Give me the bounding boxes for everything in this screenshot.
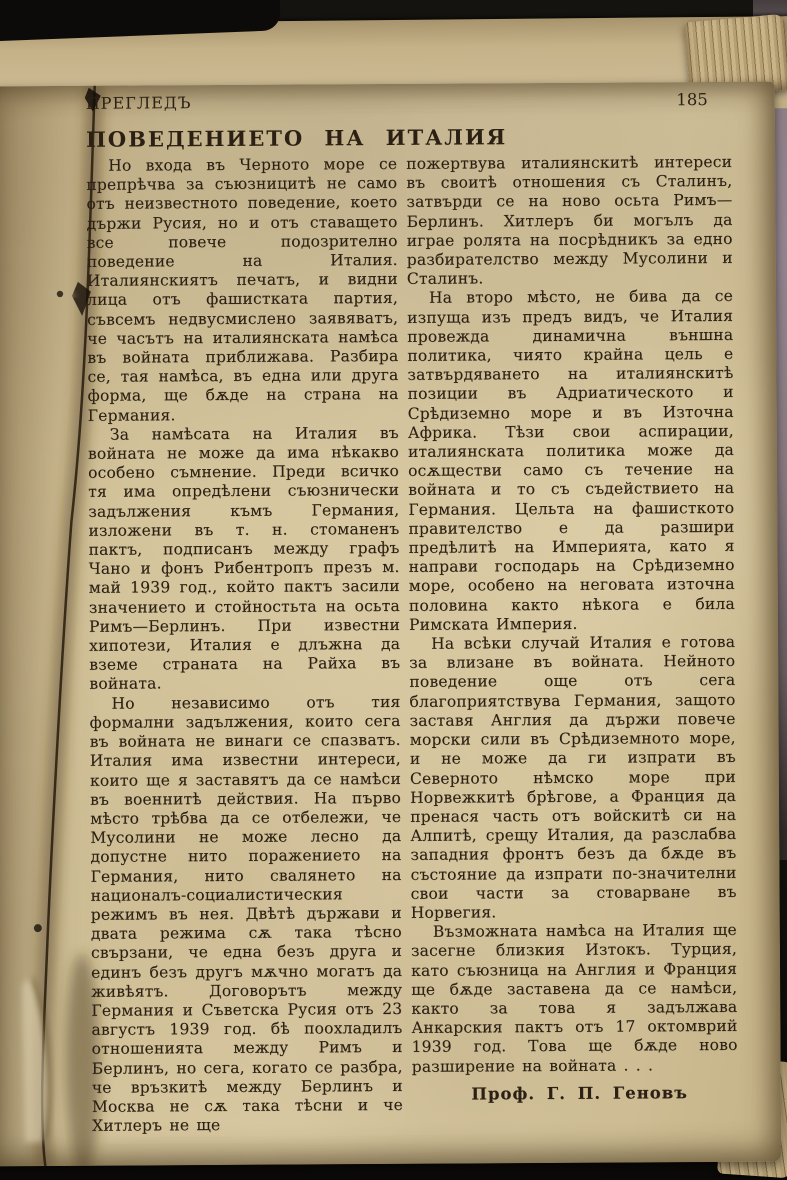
magazine-title: ПРЕГЛЕДЪ xyxy=(85,93,192,113)
column-left xyxy=(86,155,403,1136)
page-number: 185 xyxy=(676,90,708,110)
article-columns xyxy=(86,153,738,1136)
paragraph: Но входа въ Черното море се препрѣчва за съюзницитѣ не само отъ неизвестното поведение, което държи Русия, но и отъ ставащето все повече подозрително поведение на Италия. Италиянскиятъ печатъ, и видни лица отъ фашистката партия, съвсемъ недвусмислено заявяватъ, че часътъ на италиянската намѣса въ войната приближава. Разбира се, тая намѣса, въ една или друга форма, ще бѫде на страна на Германия. xyxy=(86,154,399,425)
paragraph: Но независимо отъ тия формални задължения, които сега въ войната не винаги се спазватъ. Италия има известни интереси, които ще я заставятъ да се намѣси въ военнитѣ действия. На първо мѣсто трѣбва да се отбележи, че Мусолини не може лесно да допустне нито поражението на Германия, нито свалянето на националъ-социалистическия режимъ въ нея. Двѣтѣ държави и двата режима сѫ така тѣсно свързани, че една безъ друга и единъ безъ другъ мѫчно могатъ да живѣятъ. Договорътъ между Германия и Съветска Русия отъ 23 августъ 1939 год. бѣ поохладилъ отношенията между Римъ и Берлинъ, но сега, когато се разбра, че връзкитѣ между Берлинъ и Москва не сѫ така тѣсни и че Хитлеръ не ще xyxy=(89,692,403,1135)
book-page xyxy=(0,82,781,1167)
paragraph: Възможната намѣса на Италия ще засегне близкия Изтокъ. Турция, като съюзница на Англия и Франция ще бѫде заставена да се намѣси, както за това я задължава Анкарския пактъ отъ 17 октомврий 1939 год. Това ще бѫде ново разширение на войната . . . xyxy=(410,920,738,1076)
column-right xyxy=(406,153,738,1134)
page-header xyxy=(86,90,732,113)
paragraph: На второ мѣсто, не бива да се изпуща изъ предъ видъ, че Италия провежда динамична външна политика, чиято крайна цель е затвърдяването на италиянскитѣ позиции въ Адриатическото и Срѣдиземно море и въ Източна Африка. Тѣзи свои аспирации, италиянската политика може да осѫществи само съ течение на войната и то съ съдействието на Германия. Цельта на фашисткото правителство е да разшири предѣлитѣ на Империята, като я направи господарь на Срѣдиземно море, особено на неговата източна половина както нѣкога е била Римската Империя. xyxy=(407,287,735,634)
article-title: ПОВЕДЕНИЕТО НА ИТАЛИЯ xyxy=(85,124,508,152)
paragraph: На всѣки случай Италия е готова за влизане въ войната. Нейното поведение още отъ сега благоприятствува Германия, защото заставя Англия да държи повече морски сили въ Срѣдиземното море, и не може да ги изпрати въ Северното нѣмско море при Норвежкитѣ брѣгове, а Франция да пренася часть отъ войскитѣ си на Алпитѣ, срещу Италия, да разслабва западния фронтъ безъ да бѫде въ състояние да изпрати по-значителни свои части за стоварване въ Норвегия. xyxy=(409,632,737,922)
page-content xyxy=(86,90,738,1136)
paragraph: За намѣсата на Италия въ войната не може да има нѣкакво особено съмнение. Преди всичко тя има опредѣлени съюзнически задължения къмъ Германия, изложени въ т. н. стоманенъ пактъ, подписанъ между графъ Чано и фонъ Рибентропъ презъ м. май 1939 год., който пактъ засили значението и стойностьта на осьта Римъ—Берлинъ. При известни хипотези, Италия е длъжна да вземе страната на Райха въ войната. xyxy=(87,423,401,694)
author-signature: Проф. Г. П. Геновъ xyxy=(471,1082,688,1104)
paragraph-continuation: пожертвува италиянскитѣ интереси въ своитѣ отношения съ Сталинъ, затвърди се на ново осьта Римъ—Берлинъ. Хитлеръ би могълъ да играе ролята на посрѣдникъ за едно разбирателство между Мусолини и Сталинъ. xyxy=(406,152,733,289)
